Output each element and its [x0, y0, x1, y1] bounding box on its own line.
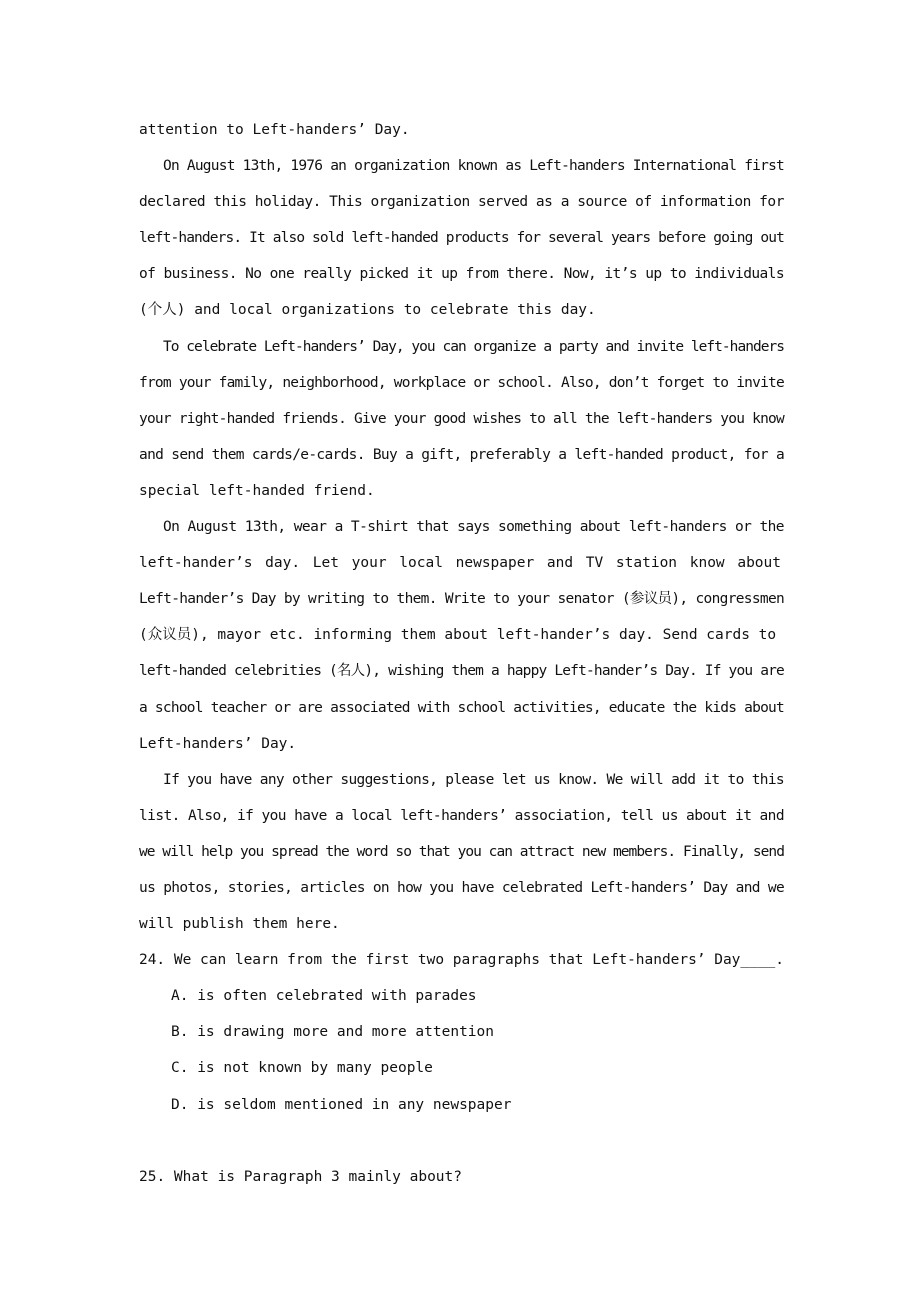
passage-line: of business. No one really picked it up from there. Now, it’s up to individuals	[139, 266, 785, 283]
passage-line: If you have any other suggestions, please let us know. We will add it to this	[163, 771, 784, 788]
passage-line: left-handed celebrities (名人), wishing them a happy Left-hander’s Day. If you are	[139, 663, 784, 680]
passage-line: we will help you spread the word so that you can attract new members. Finally, send	[139, 843, 784, 860]
passage	[139, 112, 784, 942]
passage-line: and send them cards/e-cards. Buy a gift, preferably a left-handed product, for a	[139, 446, 785, 463]
passage-line: a school teacher or are associated with school activities, educate the kids about	[139, 699, 784, 716]
passage-line: from your family, neighborhood, workplace or school. Also, don’t forget to invite	[139, 374, 784, 391]
answer-option-a: A. is often celebrated with parades	[171, 988, 477, 1005]
passage-line: left-handers. It also sold left-handed products for several years before going out	[139, 230, 784, 247]
passage-line: Left-handers’ Day.	[139, 735, 297, 752]
passage-line: On August 13th, 1976 an organization known as Left-handers International first	[163, 158, 785, 175]
passage-line: list. Also, if you have a local left-handers’ association, tell us about it and	[139, 807, 785, 824]
question-25	[139, 1159, 784, 1195]
passage-line: declared this holiday. This organization served as a source of information for	[139, 194, 784, 211]
question-stem: 24. We can learn from the first two paragraphs that Left-handers’ Day____.	[139, 952, 784, 969]
passage-line: will publish them here.	[139, 916, 340, 933]
answer-option-c: C. is not known by many people	[171, 1060, 433, 1077]
passage-line: left-hander’s day. Let your local newspaper and TV station know about	[139, 555, 781, 572]
passage-line: Left-hander’s Day by writing to them. Write to your senator (参议员), congressmen	[139, 591, 785, 608]
passage-line: To celebrate Left-handers’ Day, you can organize a party and invite left-handers	[163, 338, 785, 355]
question-stem: 25. What is Paragraph 3 mainly about?	[139, 1168, 463, 1185]
passage-line: (众议员), mayor etc. informing them about left-hander’s day. Send cards to	[139, 627, 777, 644]
passage-line: attention to Left-handers’ Day.	[139, 122, 410, 138]
document-page	[139, 112, 784, 1195]
passage-line: (个人) and local organizations to celebrate this day.	[139, 302, 596, 319]
answer-option-b: B. is drawing more and more attention	[171, 1024, 495, 1041]
passage-line: us photos, stories, articles on how you have celebrated Left-handers’ Day and we	[139, 879, 785, 896]
passage-line: On August 13th, wear a T-shirt that says something about left-handers or the	[163, 519, 784, 536]
passage-line: special left-handed friend.	[139, 482, 375, 499]
answer-option-d: D. is seldom mentioned in any newspaper	[171, 1096, 512, 1113]
passage-line: your right-handed friends. Give your good wishes to all the left-handers you know	[139, 410, 784, 427]
question-24	[139, 942, 784, 1122]
blank-line	[139, 1123, 784, 1159]
